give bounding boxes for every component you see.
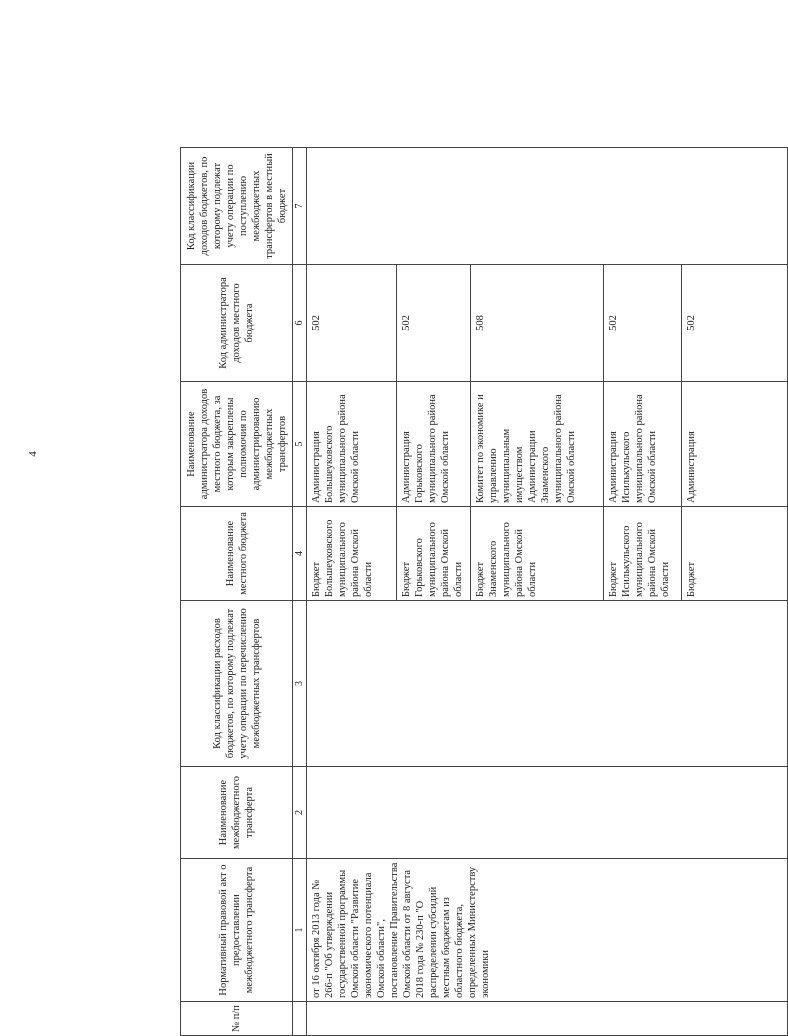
header-transfer-name: Наименование межбюджетного трансферта xyxy=(181,767,293,859)
column-number: 2 xyxy=(293,767,307,859)
transfer-name-cell xyxy=(307,767,788,859)
column-number: 7 xyxy=(293,148,307,265)
column-number: 1 xyxy=(293,859,307,1002)
admin-code-cell: 502 xyxy=(604,265,682,382)
column-number: 5 xyxy=(293,382,307,507)
budget-cell: Бюджет Горьковского муниципального района Омской области xyxy=(397,507,471,601)
admin-cell: Администрация xyxy=(682,382,788,507)
header-act: Нормативный правовой акт о предоставлении межбюджетного трансферта xyxy=(181,859,293,1002)
header-row xyxy=(181,148,293,1036)
expense-code-cell xyxy=(307,601,788,767)
header-budget-name: Наименование местного бюджета xyxy=(181,507,293,601)
admin-code-cell: 508 xyxy=(471,265,604,382)
column-number: 6 xyxy=(293,265,307,382)
admin-cell: Администрация Горьковского муниципального района Омской области xyxy=(397,382,471,507)
column-number: 4 xyxy=(293,507,307,601)
admin-cell: Администрация Большеуковского муниципального района Омской области xyxy=(307,382,397,507)
transfer-table xyxy=(180,147,788,1036)
income-code-cell xyxy=(307,148,788,265)
header-admin-code: Код администратора доходов местного бюджета xyxy=(181,265,293,382)
admin-code-cell: 502 xyxy=(307,265,397,382)
page-number: 4 xyxy=(26,451,39,457)
admin-code-cell: 502 xyxy=(682,265,788,382)
budget-cell: Бюджет Знаменского муниципального района Омской области xyxy=(471,507,604,601)
act-cell: от 16 октября 2013 года № 266-п "Об утверждении государственной программы Омской области "Развитие экономического потенциала Омской области", постановление Правительства Омской области от 8 августа 2018 года № 230-п "О распределении субсидий местным бюджетам из областного бюджета, определенных Министерству экономики xyxy=(307,859,788,1002)
column-number xyxy=(293,1002,307,1036)
header-index: № п/п xyxy=(181,1002,293,1036)
index-cell xyxy=(307,1002,788,1036)
column-number-row xyxy=(293,148,307,1036)
rotated-table-container xyxy=(180,148,788,1036)
header-admin-name: Наименование администратора доходов местного бюджета, за которым закреплены полномочия по администрированию межбюджетных трансфертов xyxy=(181,382,293,507)
table-row xyxy=(307,148,397,1036)
budget-cell: Бюджет xyxy=(682,507,788,601)
budget-cell: Бюджет Исилькульского муниципального района Омской области xyxy=(604,507,682,601)
column-number: 3 xyxy=(293,601,307,767)
header-expense-code: Код классификации расходов бюджетов, по которому подлежат учету операции по перечислению межбюджетных трансфертов xyxy=(181,601,293,767)
admin-code-cell: 502 xyxy=(397,265,471,382)
admin-cell: Комитет по экономике и управлению муниципальным имуществом Администрации Знаменского муниципального района Омской области xyxy=(471,382,604,507)
header-income-code: Код классификации доходов бюджетов, по которому подлежат учету операции по поступлению межбюджетных трансфертов в местный бюджет xyxy=(181,148,293,265)
admin-cell: Администрация Исилькульского муниципального района Омской области xyxy=(604,382,682,507)
budget-cell: Бюджет Большеуковского муниципального района Омской области xyxy=(307,507,397,601)
